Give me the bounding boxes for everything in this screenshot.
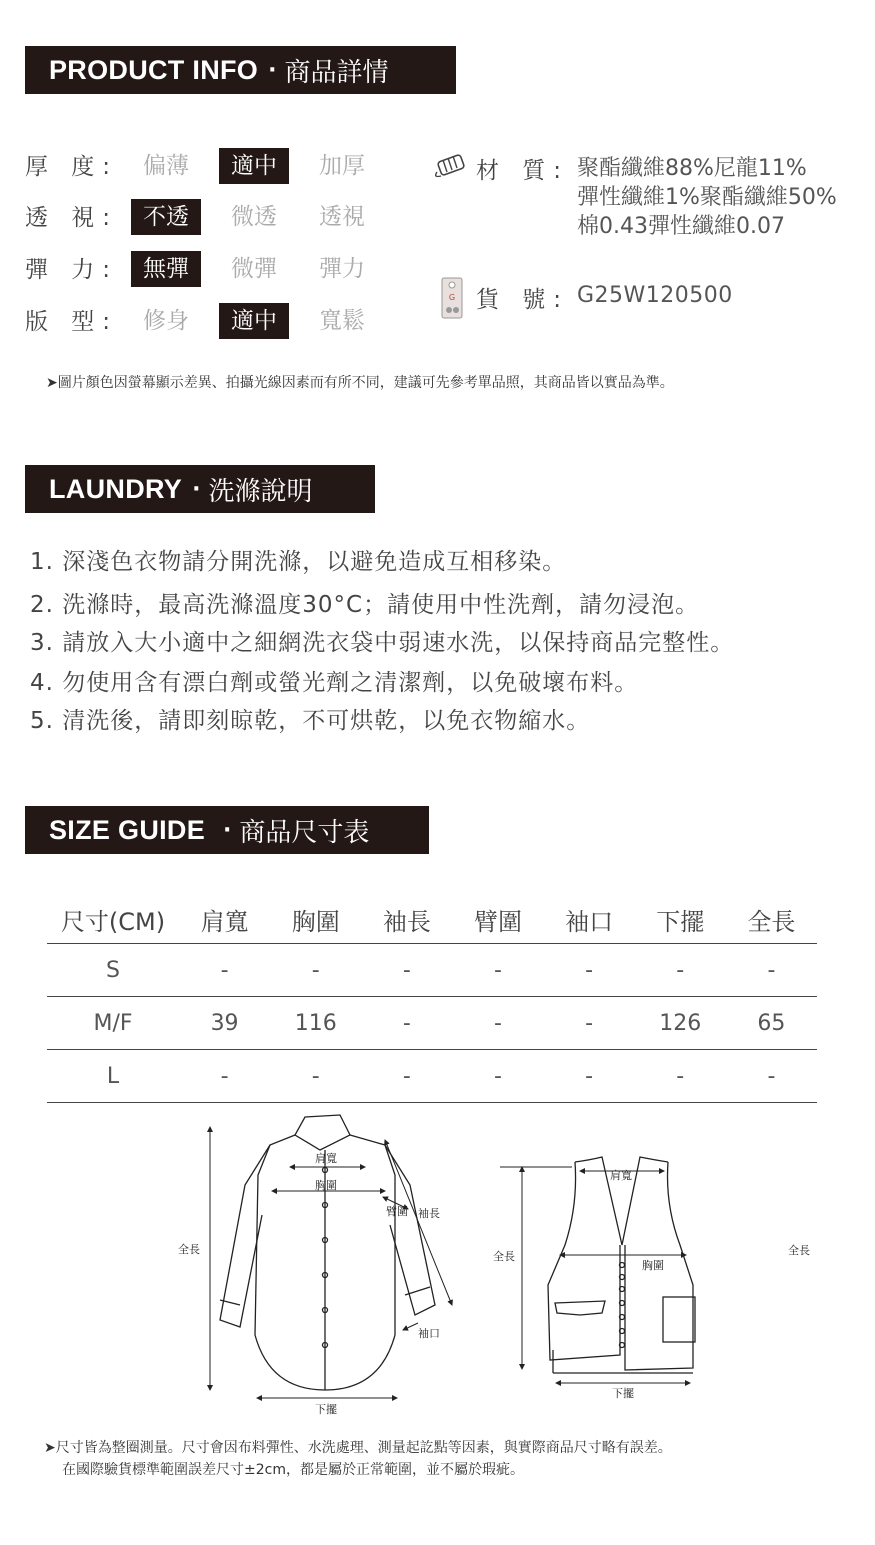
- size-cell: -: [635, 944, 726, 997]
- size-cell: -: [361, 997, 452, 1050]
- size-cell: -: [726, 1050, 817, 1103]
- size-cell: M/F: [47, 997, 179, 1050]
- material-line: 彈性纖維1%聚酯纖維50%: [577, 185, 837, 210]
- table-row: [47, 997, 817, 1050]
- product-info-title-zh: 商品詳情: [284, 57, 389, 88]
- shirt-sleeve-label: 袖長: [418, 1207, 440, 1220]
- thread-spool-icon: [435, 152, 471, 180]
- shirt-hem-label: 下擺: [315, 1403, 337, 1416]
- vest-chest-label: 胸圍: [642, 1259, 664, 1272]
- size-cell: 39: [179, 997, 270, 1050]
- size-cell: -: [544, 944, 635, 997]
- size-note-line: 在國際驗貨標準範圍誤差尺寸±2cm，都是屬於正常範圍，並不屬於瑕疵。: [62, 1462, 524, 1478]
- laundry-item: 1. 深淺色衣物請分開洗滌，以避免造成互相移染。: [30, 549, 567, 575]
- laundry-item: 3. 請放入大小適中之細網洗衣袋中弱速水洗，以保持商品完整性。: [30, 630, 735, 656]
- laundry-item: 4. 勿使用含有漂白劑或螢光劑之清潔劑，以免破壞布料。: [30, 670, 639, 696]
- size-cell: -: [726, 944, 817, 997]
- size-cell: -: [452, 997, 543, 1050]
- attribute-label: 彈 力:: [25, 257, 119, 283]
- svg-text:G: G: [448, 293, 456, 302]
- size-cell: -: [452, 1050, 543, 1103]
- material-line: 棉0.43彈性纖維0.07: [577, 214, 785, 239]
- vest-hem-label: 下擺: [612, 1387, 634, 1400]
- size-note-line: ➤尺寸皆為整圈測量。尺寸會因布料彈性、水洗處理、測量起訖點等因素，與實際商品尺寸略有誤差。: [44, 1440, 672, 1456]
- size-cell: -: [361, 944, 452, 997]
- attribute-option: 微透: [231, 204, 277, 230]
- size-cell: -: [179, 944, 270, 997]
- size-cell: L: [47, 1050, 179, 1103]
- size-guide-title-zh: 商品尺寸表: [239, 817, 370, 848]
- vest-measure-lines: [500, 1167, 690, 1383]
- item-no-label: 貨 號:: [476, 287, 570, 313]
- size-table-header: 袖長: [361, 895, 452, 944]
- table-row: [47, 944, 817, 997]
- attribute-label: 厚 度:: [25, 154, 119, 180]
- header-dot: ·: [223, 817, 232, 843]
- size-cell: 116: [270, 997, 361, 1050]
- shirt-shoulder-label: 肩寬: [315, 1152, 337, 1165]
- attribute-option: 微彈: [231, 256, 277, 282]
- size-cell: 65: [726, 997, 817, 1050]
- vest-drawing: [548, 1157, 695, 1373]
- vest-length-label: 全長: [493, 1250, 515, 1263]
- material-values: [577, 154, 837, 241]
- attribute-option-selected: 無彈: [131, 251, 201, 287]
- size-note: [44, 1437, 672, 1481]
- size-table-header: 袖口: [544, 895, 635, 944]
- shirt-chest-label: 胸圍: [315, 1179, 337, 1192]
- size-cell: S: [47, 944, 179, 997]
- size-table: [47, 895, 817, 1103]
- size-table-header: 胸圍: [270, 895, 361, 944]
- attribute-option: 彈力: [319, 256, 365, 282]
- material-label: 材 質:: [476, 158, 570, 184]
- size-table-header: 下擺: [635, 895, 726, 944]
- tag-icon: [440, 276, 464, 320]
- laundry-item: 2. 洗滌時，最高洗滌溫度30°C；請使用中性洗劑，請勿浸泡。: [30, 592, 700, 618]
- attribute-option: 透視: [319, 204, 365, 230]
- attribute-label: 透 視:: [25, 205, 119, 231]
- vest-length-right-label: 全長: [788, 1244, 810, 1257]
- size-cell: -: [452, 944, 543, 997]
- shirt-cuff-label: 袖口: [418, 1327, 440, 1340]
- size-cell: -: [544, 997, 635, 1050]
- shirt-measure-lines: [210, 1127, 452, 1398]
- attribute-label: 版 型:: [25, 309, 119, 335]
- color-note: ➤圖片顏色因螢幕顯示差異、拍攝光線因素而有所不同，建議可先參考單品照，其商品皆以實品為準。: [46, 375, 674, 391]
- size-table-header: 肩寬: [179, 895, 270, 944]
- size-cell: 126: [635, 997, 726, 1050]
- laundry-title-zh: 洗滌說明: [208, 476, 313, 507]
- size-table-header: 臂圍: [452, 895, 543, 944]
- laundry-item: 5. 清洗後，請即刻晾乾，不可烘乾，以免衣物縮水。: [30, 708, 591, 734]
- header-dot: ·: [268, 57, 277, 83]
- vest-shoulder-label: 肩寬: [610, 1169, 632, 1182]
- attribute-option-selected: 適中: [219, 148, 289, 184]
- attribute-option-selected: 適中: [219, 303, 289, 339]
- size-cell: -: [544, 1050, 635, 1103]
- size-cell: -: [270, 1050, 361, 1103]
- size-cell: -: [270, 944, 361, 997]
- shirt-arm-label: 臂圍: [386, 1205, 408, 1218]
- item-no-value: G25W120500: [577, 283, 733, 308]
- size-table-header: 全長: [726, 895, 817, 944]
- header-dot: ·: [192, 476, 201, 502]
- size-cell: -: [361, 1050, 452, 1103]
- attribute-option: 加厚: [319, 153, 365, 179]
- material-line: 聚酯纖維88%尼龍11%: [577, 156, 807, 181]
- shirt-length-label: 全長: [178, 1243, 200, 1256]
- product-info-title-en: PRODUCT INFO: [49, 54, 259, 85]
- table-row: [47, 1050, 817, 1103]
- size-guide-header: [25, 806, 429, 854]
- product-info-header: [25, 46, 456, 94]
- laundry-header: [25, 465, 375, 513]
- size-cell: -: [179, 1050, 270, 1103]
- size-table-header-row: [47, 895, 817, 944]
- size-cell: -: [635, 1050, 726, 1103]
- size-table-header: 尺寸(CM): [47, 895, 179, 944]
- attribute-option: 偏薄: [143, 153, 189, 179]
- laundry-title-en: LAUNDRY: [49, 473, 183, 504]
- measurement-diagram: [0, 1105, 875, 1420]
- size-guide-title-en: SIZE GUIDE: [49, 814, 206, 845]
- attribute-option: 修身: [143, 308, 189, 334]
- attribute-option: 寬鬆: [319, 308, 365, 334]
- attribute-option-selected: 不透: [131, 199, 201, 235]
